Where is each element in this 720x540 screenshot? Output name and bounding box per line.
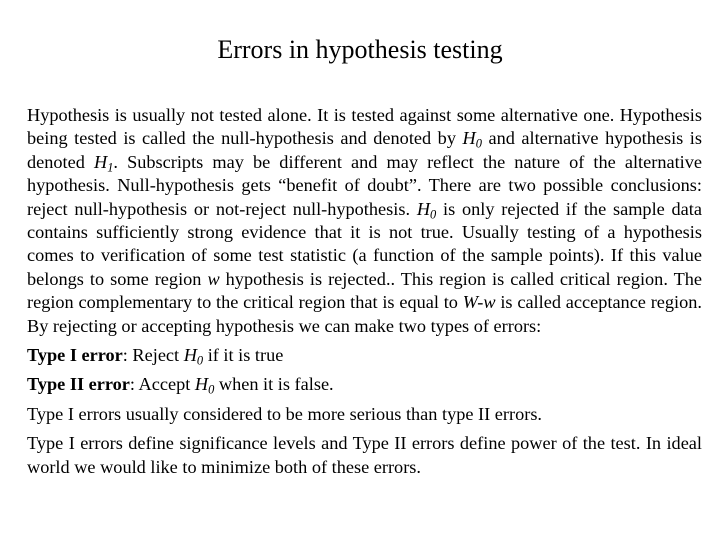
type-1-h0-symbol: [183, 345, 204, 368]
intro-paragraph: [27, 104, 702, 338]
type-1-h0-letter: H: [183, 345, 197, 366]
intro-text-4: is only rejected if the sample data contains sufficiently strong evidence that it is not true. Usually testing of a hypothesis comes to verification of some test statistic (a function of the sample points). If this value belongs to some region: [27, 198, 702, 289]
intro-text-5: hypothesis is rejected.. This region is called critical region. The region complementary to the critical region that is equal to: [27, 268, 703, 313]
slide-title: Errors in hypothesis testing: [217, 35, 503, 64]
h0-letter: H: [462, 128, 476, 149]
type-1-error-term: Type I error: [27, 345, 123, 366]
type-2-h0-symbol: [194, 374, 215, 398]
seriousness-note: Type I errors usually considered to be more serious than type II errors.: [27, 403, 542, 424]
type-2-h0-subscript: 0: [208, 383, 215, 398]
type-1-error-text-a: : Reject: [122, 345, 184, 366]
h0-symbol-2: [416, 198, 437, 222]
W-w-symbol: W-w: [462, 292, 496, 313]
type-1-error-text-b: if it is true: [203, 345, 284, 366]
type-2-error-text-b: when it is false.: [214, 374, 334, 395]
type-2-h0-letter: H: [194, 374, 209, 395]
h0-symbol: [462, 128, 482, 152]
h0-subscript: 0: [475, 137, 482, 152]
h1-symbol: [93, 151, 114, 175]
significance-power-note: Type I errors define significance levels and Type II errors define power of the test. In ideal world we would like to minimize both of these errors.: [27, 433, 702, 477]
type-2-error-definition: [27, 373, 702, 396]
intro-text-3: . Subscripts may be different and may reflect the nature of the alternative hypothesis. Null-hypothesis gets “benefit of doubt”. There are two possible conclusions: reject null-hypothesis or not-reject null-hypothesis.: [27, 151, 702, 219]
intro-text-1: Hypothesis is usually not tested alone. It is tested against some alternative one. Hypothesis being tested is called the null-hypothesis and denoted by: [27, 105, 702, 149]
type-1-error-definition: [27, 344, 702, 367]
type-2-error-text-a: : Accept: [129, 374, 195, 395]
intro-text-2: and alternative hypothesis is denoted: [27, 128, 703, 172]
h0-subscript-2: 0: [430, 207, 437, 222]
h0-letter-2: H: [416, 198, 431, 219]
h1-subscript: 1: [107, 160, 114, 175]
h1-letter: H: [93, 151, 108, 172]
type-1-h0-subscript: 0: [196, 353, 204, 368]
slide-body: [27, 104, 702, 485]
intro-text-6: is called acceptance region. By rejecting or accepting hypothesis we can make two types of errors:: [27, 292, 702, 336]
type-2-error-term: Type II error: [27, 374, 130, 395]
w-symbol: w: [207, 268, 220, 289]
